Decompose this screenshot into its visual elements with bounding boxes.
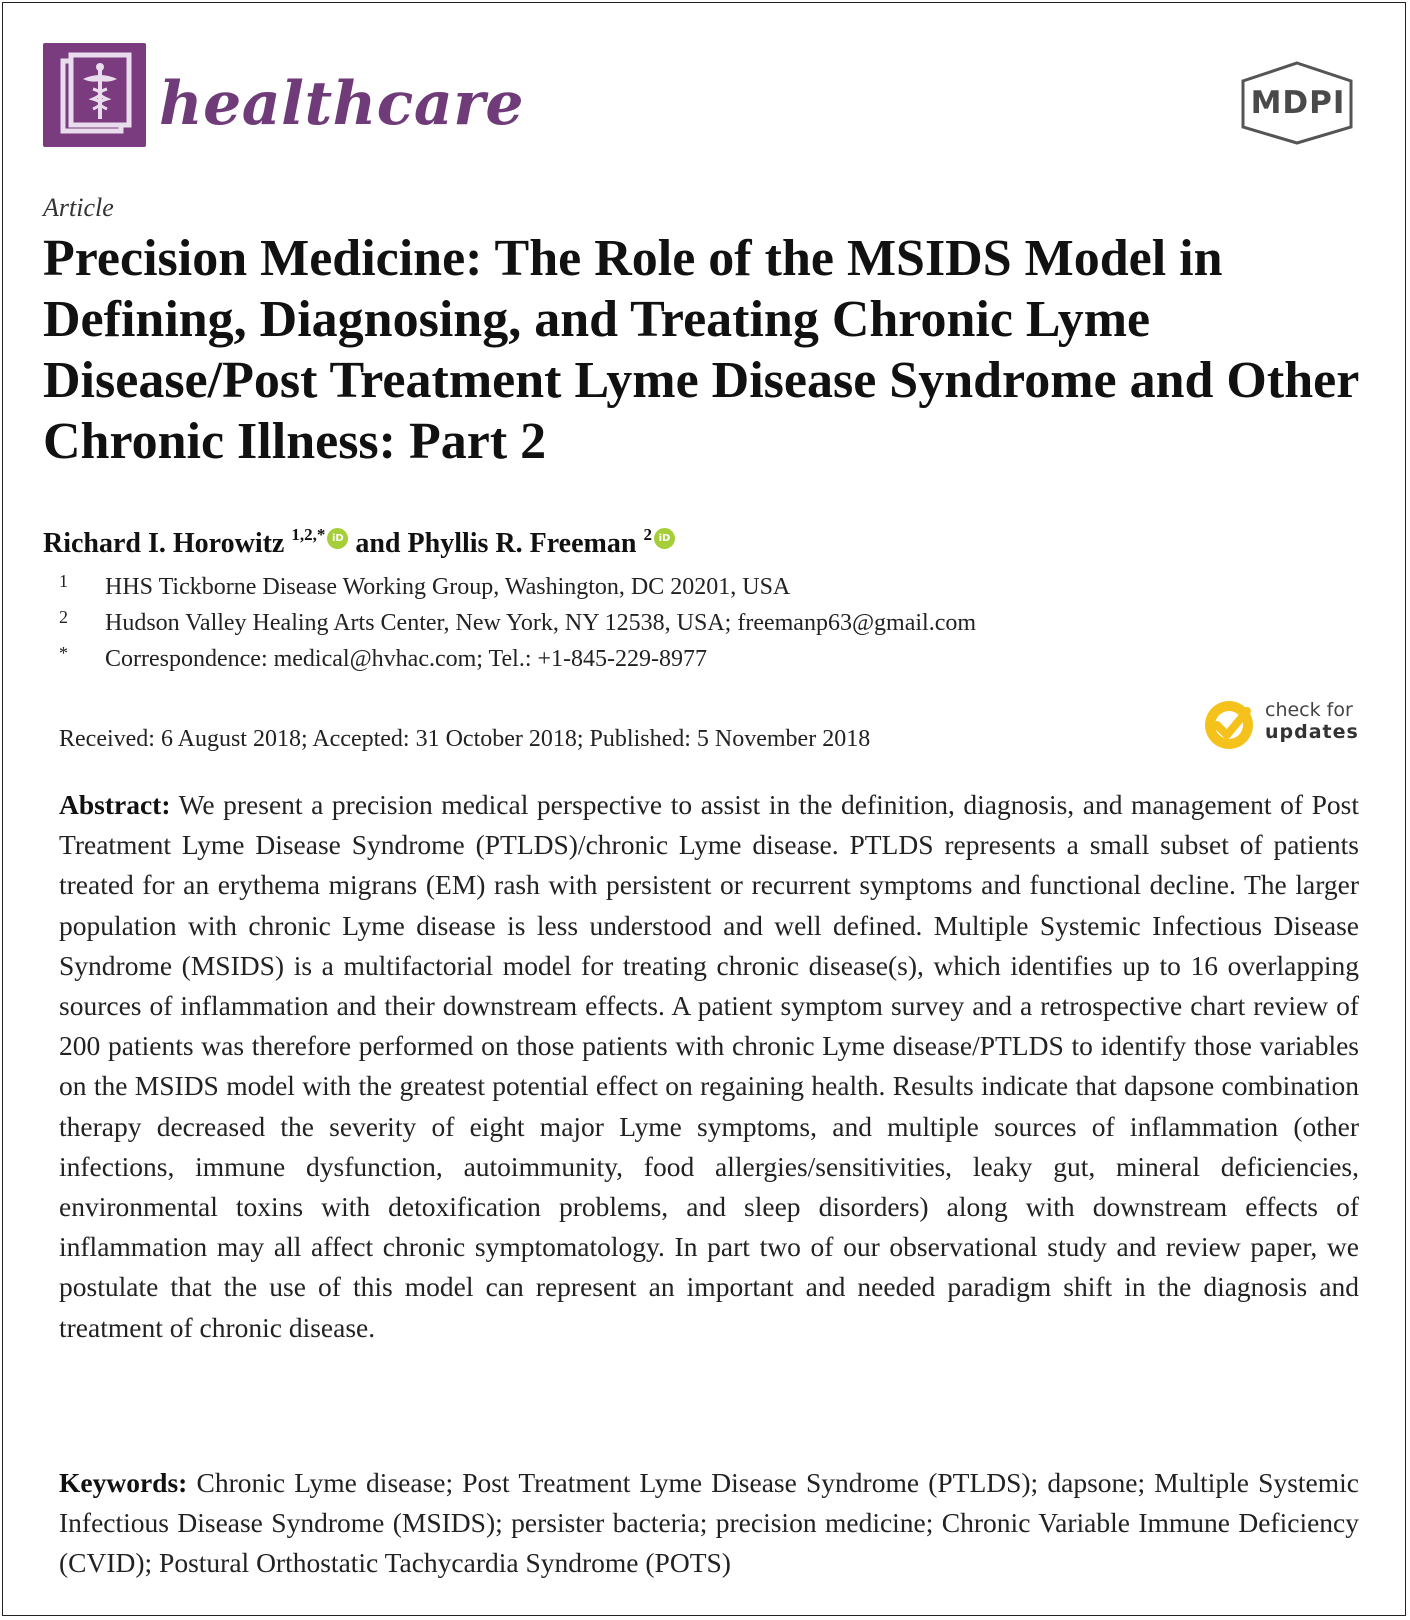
- affiliation-item: [59, 641, 1259, 677]
- orcid-icon[interactable]: [327, 528, 348, 549]
- author-name[interactable]: Richard I. Horowitz: [43, 528, 285, 559]
- abstract-label: Abstract:: [59, 789, 171, 820]
- journal-logo: [43, 43, 146, 147]
- abstract-text: We present a precision medical perspective to assist in the definition, diagnosis, and management of Post Treatment Lyme Disease Syndrome (PTLDS)/chronic Lyme disease. PTLDS represents a small subset of patients treated for an erythema migrans (EM) rash with persistent or recurrent symptoms and functional decline. The larger population with chronic Lyme disease is less understood and well defined. Multiple Systemic Infectious Disease Syndrome (MSIDS) is a multifactorial model for treating chronic disease(s), which identifies up to 16 overlapping sources of inflammation and their downstream effects. A patient symptom survey and a retrospective chart review of 200 patients was therefore performed on those patients with chronic Lyme disease/PTLDS to identify those variables on the MSIDS model with the greatest potential effect on regaining health. Results indicate that dapsone combination therapy decreased the severity of eight major Lyme symptoms, and multiple sources of inflammation (other infections, immune dysfunction, autoimmunity, food allergies/sensitivities, leaky gut, mineral deficiencies, environmental toxins with detoxification problems, and sleep disorders) along with downstream effects of inflammation may all affect chronic symptomatology. In part two of our observational study and review paper, we postulate that the use of this model can represent an important and needed paradigm shift in the diagnosis and treatment of chronic disease.: [59, 789, 1359, 1343]
- author-affiliation-marker: 2: [643, 525, 652, 544]
- article-type: Article: [43, 193, 114, 222]
- keywords-label: Keywords:: [59, 1467, 188, 1498]
- check-updates-line2: updates: [1265, 721, 1359, 743]
- affiliation-item: [59, 605, 1259, 641]
- author-name[interactable]: Phyllis R. Freeman: [407, 528, 637, 559]
- article-title: Precision Medicine: The Role of the MSIDS Model in Defining, Diagnosing, and Treating Chronic Lyme Disease/Post Treatment Lyme Disease Syndrome and Other Chronic Illness: Part 2: [43, 230, 1359, 470]
- paper-page: [2, 2, 1406, 1616]
- orcid-icon[interactable]: [654, 528, 675, 549]
- check-updates-line1: check for: [1265, 699, 1353, 721]
- abstract: [59, 785, 1359, 1348]
- affiliation-marker: 2: [59, 607, 68, 627]
- affiliation-list: [59, 569, 1259, 677]
- keywords-text: Chronic Lyme disease; Post Treatment Lyme Disease Syndrome (PTLDS); dapsone; Multiple Systemic Infectious Disease Syndrome (MSIDS); persister bacteria; precision medicine; Chronic Variable Immune Deficiency (CVID); Postural Orthostatic Tachycardia Syndrome (POTS): [59, 1467, 1359, 1579]
- affiliation-text: HHS Tickborne Disease Working Group, Washington, DC 20201, USA: [105, 574, 791, 600]
- affiliation-marker: *: [59, 643, 68, 663]
- author-list: [43, 515, 1043, 559]
- affiliation-marker: 1: [59, 571, 68, 591]
- publication-dates: Received: 6 August 2018; Accepted: 31 October 2018; Published: 5 November 2018: [59, 726, 871, 752]
- check-for-updates-label[interactable]: [1265, 699, 1375, 743]
- caduceus-icon: [43, 43, 146, 147]
- publisher-name: MDPI: [1250, 85, 1346, 121]
- keywords: [59, 1463, 1359, 1584]
- author-joiner: and: [355, 528, 401, 559]
- affiliation-text: Correspondence: medical@hvhac.com; Tel.: +1-845-229-8977: [105, 646, 708, 672]
- affiliation-item: [59, 569, 1259, 605]
- affiliation-text: Hudson Valley Healing Arts Center, New York, NY 12538, USA; freemanp63@gmail.com: [105, 610, 977, 636]
- journal-name: healthcare: [159, 69, 524, 139]
- author-affiliation-marker: 1,2,*: [291, 525, 326, 544]
